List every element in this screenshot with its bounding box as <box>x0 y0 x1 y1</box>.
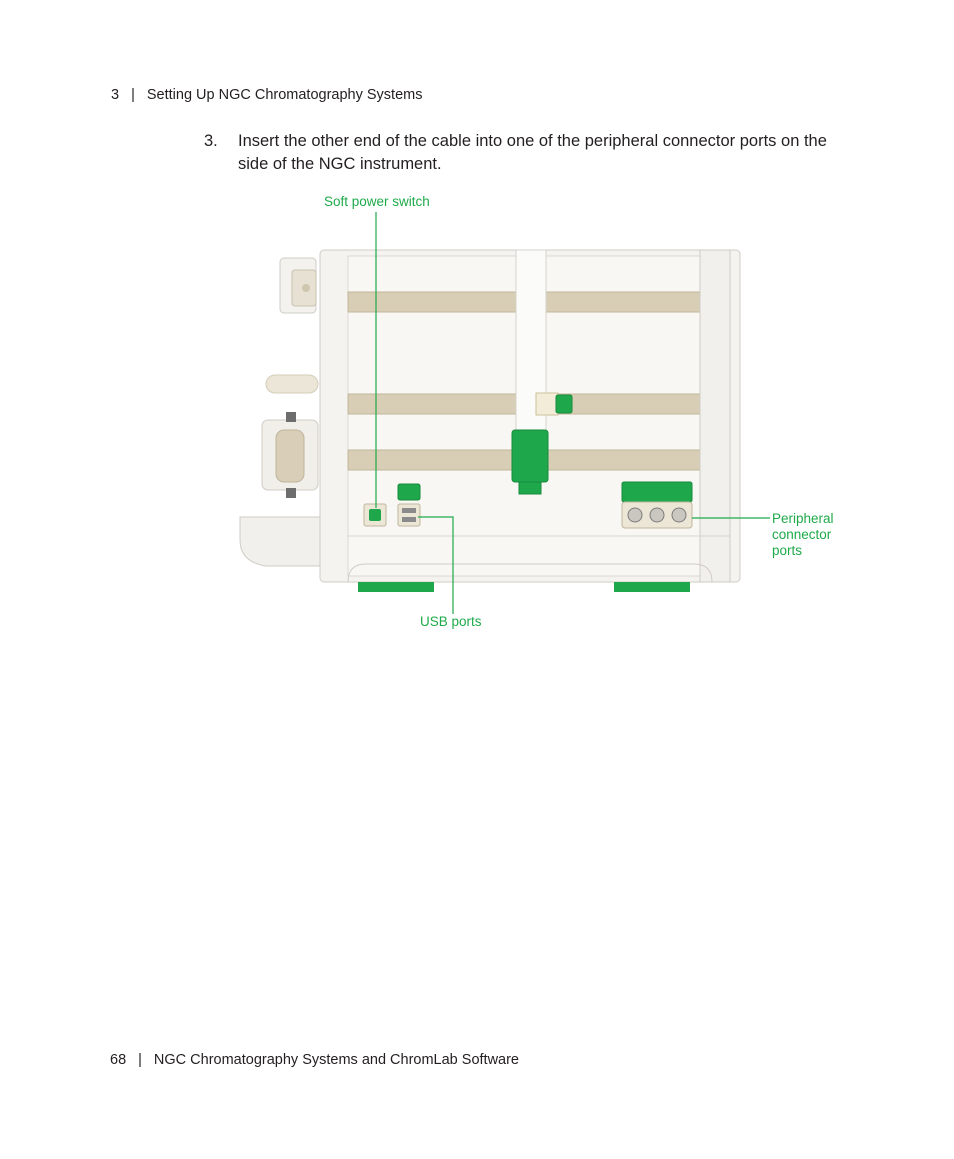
valve-cap-bottom <box>286 488 296 498</box>
usb-cover <box>398 484 420 500</box>
side-valve-body <box>276 430 304 482</box>
running-header <box>111 87 422 103</box>
footer-separator: | <box>138 1052 142 1068</box>
rail-green-clip <box>556 395 572 413</box>
middle-rail-left <box>348 394 516 414</box>
usb-housing <box>398 504 420 526</box>
instrument-drawing <box>236 190 846 635</box>
side-tube-fitting <box>266 375 318 393</box>
running-footer <box>110 1052 519 1068</box>
left-foot <box>358 582 434 592</box>
step-text: Insert the other end of the cable into one of the peripheral connector ports on the side of the NGC instrument. <box>238 132 827 173</box>
right-post <box>700 250 730 582</box>
bracket-screw <box>302 284 310 292</box>
peripheral-connector-ports-callout <box>772 511 834 559</box>
header-separator: | <box>131 87 135 103</box>
rail-clamp <box>536 393 558 415</box>
document-title: NGC Chromatography Systems and ChromLab Software <box>153 1052 519 1068</box>
peripheral-cover <box>622 482 692 502</box>
valve-cap-top <box>286 412 296 422</box>
column-green-tip <box>519 482 541 494</box>
usb-ports-callout: USB ports <box>420 614 482 629</box>
page-number: 68 <box>110 1052 127 1068</box>
peripheral-callout-line3: ports <box>772 543 803 558</box>
usb-port-2 <box>402 517 416 522</box>
upper-rail-right <box>546 292 700 312</box>
left-base-shelf <box>240 517 320 566</box>
peripheral-port-3 <box>672 508 686 522</box>
peripheral-port-1 <box>628 508 642 522</box>
peripheral-port-2 <box>650 508 664 522</box>
step-number: 3. <box>204 132 218 150</box>
chapter-title: Setting Up NGC Chromatography Systems <box>146 87 423 103</box>
peripheral-callout-line2: connector <box>772 527 832 542</box>
column-green-fitting <box>512 430 548 482</box>
right-foot <box>614 582 690 592</box>
upper-rail-left <box>348 292 516 312</box>
soft-power-switch-callout: Soft power switch <box>324 194 430 209</box>
peripheral-callout-line1: Peripheral <box>772 511 834 526</box>
instrument-side-illustration <box>236 190 846 635</box>
chapter-number: 3 <box>111 87 120 103</box>
power-button <box>369 509 381 521</box>
usb-port-1 <box>402 508 416 513</box>
